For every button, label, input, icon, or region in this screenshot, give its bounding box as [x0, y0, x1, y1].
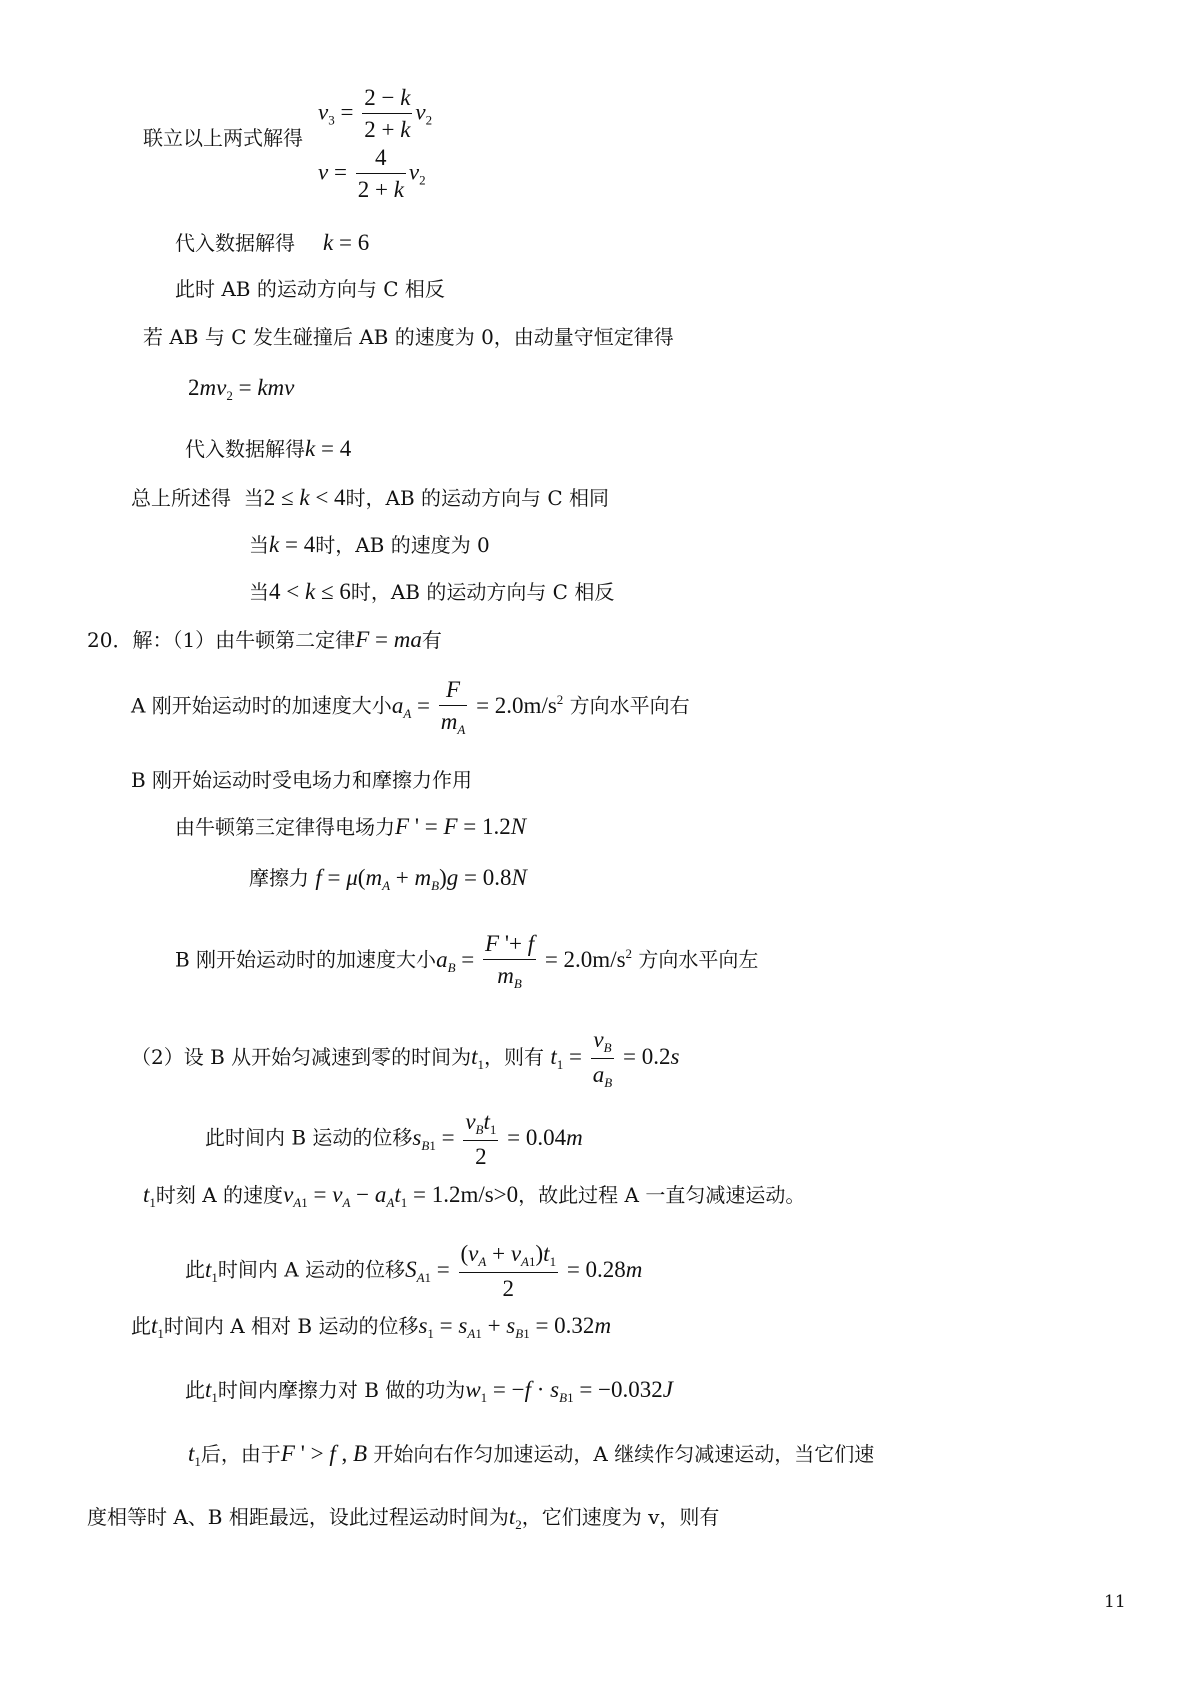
- line-summary-2: 当k = 4时，AB 的速度为 0: [249, 532, 490, 557]
- line-summary-3: 当4 < k ≤ 6时，AB 的运动方向与 C 相反: [249, 579, 615, 604]
- line-friction: 摩擦力 $f = \mu(m_A + m_B)g = 0.8N$: [249, 865, 527, 893]
- text-dir-opposite: 此时 AB 的运动方向与 C 相反: [175, 277, 445, 301]
- line-after-t1: $t_1$后，由于F ' > f , B 开始向右作匀加速运动，A 继续作匀减速运动，当它们速: [188, 1441, 875, 1469]
- page-number: 11: [1104, 1592, 1126, 1612]
- line-subst-k4: 代入数据解得k = 4: [185, 436, 352, 461]
- line-work: 此$t_1$时间内摩擦力对 B 做的功为$w_1 = -f \cdot s_{B1} = -0.032J$: [185, 1377, 673, 1405]
- line-dispB: 此时间内 B 运动的位移$s_{B1}$ = $\frac{v_Bt_1}{2}$ = 0.04m: [205, 1109, 583, 1169]
- text-case-zero: 若 AB 与 C 发生碰撞后 AB 的速度为 0，由动量守恒定律得: [143, 325, 674, 349]
- line-q20: 20．解：（1）由牛顿第二定律F = ma有: [87, 627, 442, 652]
- line-t1-velocityA: $t_1$时刻 A 的速度$v_{A1} = v_A - a_At_1 = 1.2m/s>0$，故此过程 A 一直匀减速运动。: [143, 1182, 806, 1210]
- eq-momentum: $2mv_2$ = kmv: [188, 375, 295, 403]
- line-part2: （2）设 B 从开始匀减速到零的时间为$t_1$，则有 $t_1$ = $\frac{v_B}{a_B}$ = 0.2s: [131, 1027, 680, 1090]
- line-subst-k6: 代入数据解得 k = 6: [175, 230, 370, 255]
- line-dispA: 此$t_1$时间内 A 运动的位移$S_{A1}$ = $\frac{(v_A + v_{A1})t_1}{2}$ = 0.28m: [185, 1241, 643, 1301]
- text-forcesB: B 刚开始运动时受电场力和摩擦力作用: [131, 768, 473, 792]
- line-summary-1: 总上所述得 当2 ≤ k < 4时，AB 的运动方向与 C 相同: [131, 485, 610, 510]
- line-accA: A 刚开始运动时的加速度大小$a_A$ = $\frac{F}{m_A}$ = $2.0m/s^2$ 方向水平向右: [131, 677, 690, 738]
- eq-v3: $v_3$ = $\frac{2 - k}{2 + k}$ $v_2$: [318, 85, 433, 143]
- text-lianli: 联立以上两式解得: [143, 126, 303, 150]
- line-accB: B 刚开始运动时的加速度大小$a_B$ = $\frac{F '+ f}{m_B}$ = $2.0m/s^2$ 方向水平向左: [175, 931, 759, 992]
- eq-v: v = $\frac{4}{2 + k}$ $v_2$: [318, 145, 426, 203]
- line-last: 度相等时 A、B 相距最远，设此过程运动时间为$t_2$，它们速度为 v，则有: [87, 1504, 720, 1532]
- line-relative-disp: 此$t_1$时间内 A 相对 B 运动的位移$s_1 = s_{A1} + s_{B1} = 0.32m$: [131, 1313, 612, 1341]
- line-third-law: 由牛顿第三定律得电场力F ' = F = 1.2N: [175, 814, 527, 839]
